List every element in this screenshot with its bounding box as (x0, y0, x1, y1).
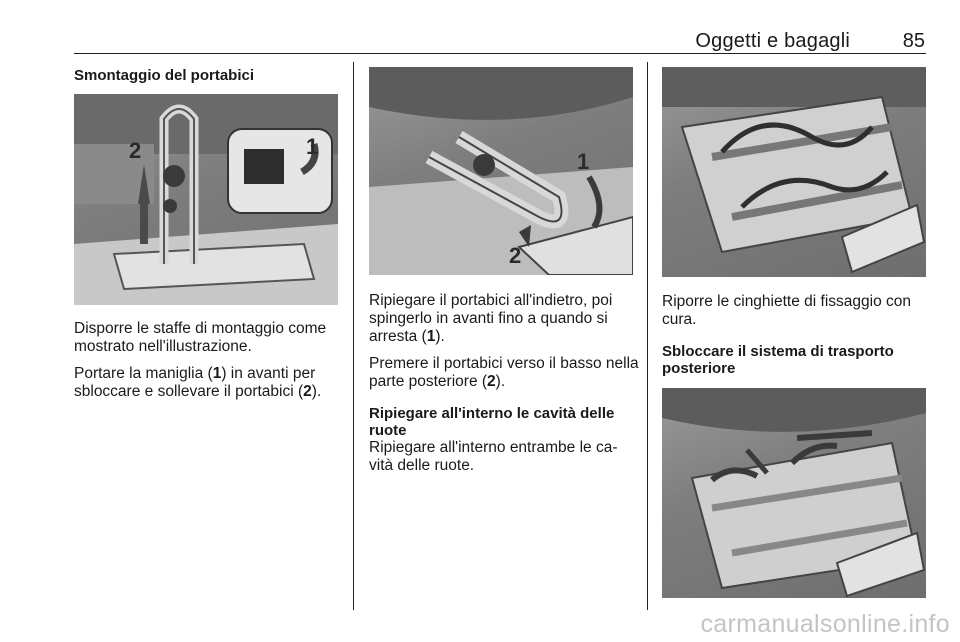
col3-heading: Sbloccare il sistema di trasporto posteriore (662, 343, 894, 377)
column-divider-2 (647, 62, 648, 610)
callout-1: 1 (577, 149, 590, 174)
col2-paragraph-1 (369, 292, 639, 346)
text-run: Ripiegare il portabici all'indietro, poi spingerlo in avanti fino a quando si arresta ( (369, 292, 613, 345)
column-divider-1 (353, 62, 354, 610)
col1-paragraph-2 (74, 365, 344, 401)
illustration-unlock-rear-system (662, 388, 926, 598)
figure-straps (662, 67, 926, 277)
figure-unlock-rear-system (662, 388, 926, 598)
col1-paragraph-1: Disporre le staffe di montaggio come mostrato nell'illustrazione. (74, 320, 327, 355)
illustration-straps (662, 67, 926, 277)
figure-bike-carrier-handle (74, 94, 338, 305)
callout-2: 2 (509, 243, 522, 268)
page-number: 85 (902, 30, 925, 52)
col3-paragraph-1: Riporre le cinghiette di fissaggio con cura. (662, 293, 911, 328)
callout-2: 2 (129, 138, 142, 163)
text-run: ). (495, 373, 506, 390)
illustration-bike-carrier-handle (74, 94, 338, 305)
watermark: carmanualsonline.info (700, 610, 950, 638)
ref-number-1: 1 (212, 365, 222, 382)
callout-1: 1 (306, 134, 319, 159)
text-run: Portare la maniglia ( (74, 365, 213, 382)
text-run: ). (311, 383, 322, 400)
text-run: ). (435, 328, 445, 345)
col3-body (662, 293, 932, 377)
ref-number-1: 1 (426, 328, 436, 345)
ref-number-2: 2 (303, 383, 312, 400)
col2-heading: Ripiegare all'interno le cavità delle ruote (369, 405, 615, 439)
illustration-fold-carrier (369, 67, 633, 275)
col2-paragraph-2 (369, 355, 639, 391)
col2-paragraph-3: Ripiegare all'interno entrambe le ca-vità delle ruote. (369, 439, 618, 474)
text-run: Premere il portabici verso il basso nella parte posteriore ( (369, 355, 639, 390)
text-run: ) in avanti per sbloccare e sollevare il portabici ( (74, 365, 316, 400)
figure-fold-carrier (369, 67, 633, 275)
header-divider (74, 53, 926, 54)
section-title: Oggetti e bagagli (695, 30, 850, 52)
ref-number-2: 2 (487, 373, 496, 390)
col2-body (369, 292, 639, 484)
col1-heading: Smontaggio del portabici (74, 67, 255, 84)
col1-body (74, 320, 344, 410)
